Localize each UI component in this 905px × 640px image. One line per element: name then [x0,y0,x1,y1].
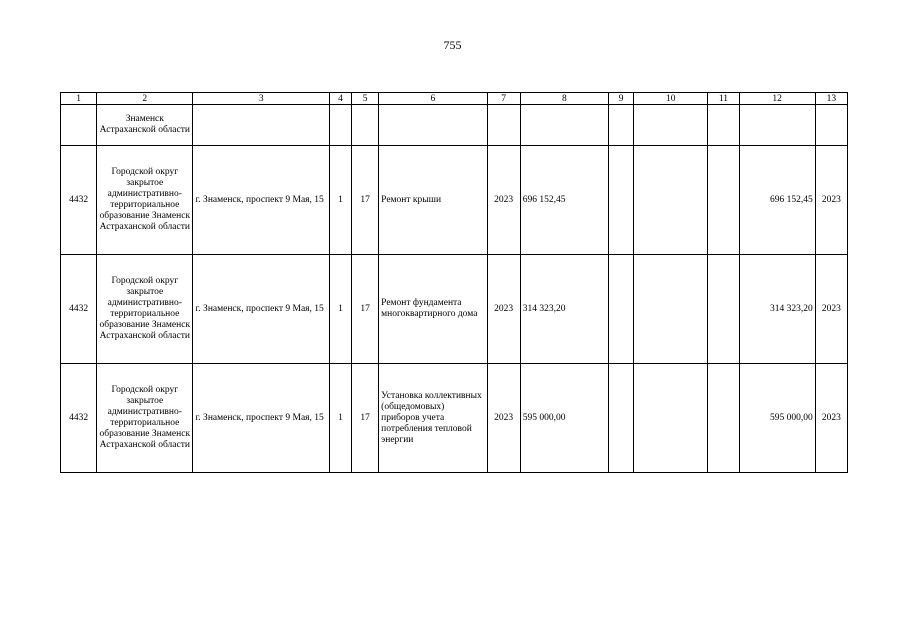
header-cell: 2 [97,93,193,105]
cost-cell: 595 000,00 [520,364,608,473]
header-cell: 11 [708,93,739,105]
table-cell [330,105,352,146]
year-cell: 2023 [487,364,520,473]
table-row [61,364,848,473]
table-cell [634,146,708,255]
header-row [61,93,848,105]
header-cell: 13 [815,93,847,105]
header-cell: 6 [379,93,487,105]
header-cell: 10 [634,93,708,105]
cost-cell: 314 323,20 [520,255,608,364]
header-cell: 1 [61,93,97,105]
table-cell [352,105,379,146]
header-cell: 3 [193,93,330,105]
municipality-cell: Городской округ закрытое административно-территориальное образование Знаменск Астраханской области [97,146,193,255]
table-row [61,255,848,364]
header-cell: 8 [520,93,608,105]
table-cell: 1 [330,255,352,364]
table-cell [634,255,708,364]
address-cell: г. Знаменск, проспект 9 Мая, 15 [193,146,330,255]
table-cell [609,105,634,146]
table-cell [193,105,330,146]
number-cell: 4432 [61,255,97,364]
table-cell [634,364,708,473]
table-cell [609,255,634,364]
work-type-cell: Установка коллективных (общедомовых) приборов учета потребления тепловой энергии [379,364,487,473]
municipality-cell: Знаменск Астраханской области [97,105,193,146]
header-cell: 4 [330,93,352,105]
table-cell: 17 [352,364,379,473]
total-cell: 696 152,45 [739,146,815,255]
header-cell: 9 [609,93,634,105]
work-type-cell: Ремонт фундамента многоквартирного дома [379,255,487,364]
table-cell [634,105,708,146]
address-cell: г. Знаменск, проспект 9 Мая, 15 [193,364,330,473]
table-cell [379,105,487,146]
year-cell: 2023 [487,146,520,255]
table-cell [708,146,739,255]
table-cell [609,146,634,255]
table-cell [739,105,815,146]
table-cell [708,364,739,473]
total-cell: 595 000,00 [739,364,815,473]
municipality-cell: Городской округ закрытое административно-территориальное образование Знаменск Астраханской области [97,255,193,364]
year-cell: 2023 [815,364,847,473]
year-cell: 2023 [815,255,847,364]
table-cell [487,105,520,146]
header-cell: 5 [352,93,379,105]
continuation-row [61,105,848,146]
table-cell [61,105,97,146]
address-cell: г. Знаменск, проспект 9 Мая, 15 [193,255,330,364]
header-cell: 7 [487,93,520,105]
year-cell: 2023 [815,146,847,255]
table-cell [609,364,634,473]
table-cell [708,105,739,146]
table-cell [708,255,739,364]
cost-cell: 696 152,45 [520,146,608,255]
header-cell: 12 [739,93,815,105]
year-cell: 2023 [487,255,520,364]
number-cell: 4432 [61,146,97,255]
table-cell: 17 [352,146,379,255]
work-type-cell: Ремонт крыши [379,146,487,255]
total-cell: 314 323,20 [739,255,815,364]
number-cell: 4432 [61,364,97,473]
table-row [61,146,848,255]
table-cell [520,105,608,146]
table-cell [815,105,847,146]
table-cell: 17 [352,255,379,364]
municipality-cell: Городской округ закрытое административно-территориальное образование Знаменск Астраханской области [97,364,193,473]
table-cell: 1 [330,146,352,255]
table-cell: 1 [330,364,352,473]
data-table [60,92,848,473]
page-number: 755 [443,38,462,52]
